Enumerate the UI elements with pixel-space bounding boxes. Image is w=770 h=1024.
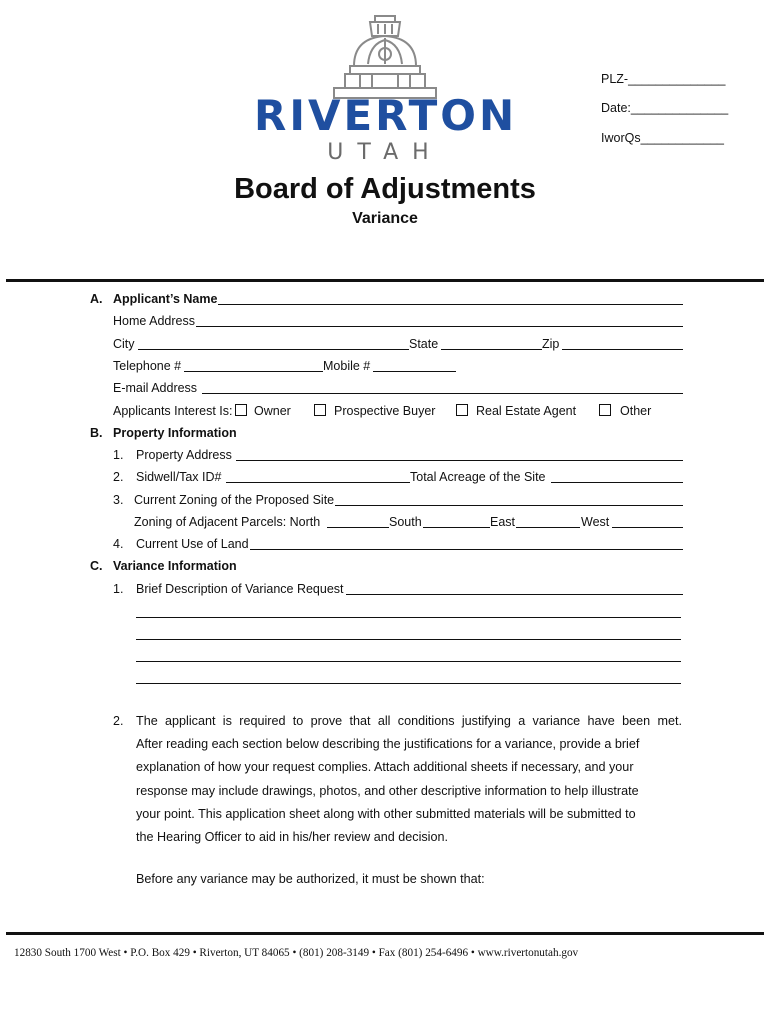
property-information-heading: Property Information	[113, 426, 237, 440]
applicant-name-label: Applicant’s Name	[113, 292, 218, 306]
page-subtitle: Variance	[352, 210, 418, 227]
adjacent-zoning-north-label: Zoning of Adjacent Parcels: North	[134, 515, 321, 529]
city-label: City	[113, 337, 135, 351]
section-c-letter: C.	[90, 559, 103, 573]
owner-checkbox[interactable]	[235, 404, 247, 416]
prospective-buyer-option-label: Prospective Buyer	[334, 404, 436, 418]
before-variance-text: Before any variance may be authorized, it must be shown that:	[136, 872, 485, 886]
page-title: Board of Adjustments	[234, 173, 536, 205]
paragraph-line: response may include drawings, photos, and other descriptive information to help illustrate	[136, 783, 639, 798]
paragraph-line: explanation of how your request complies. Attach additional sheets if necessary, and your	[136, 760, 634, 775]
variance-information-heading: Variance Information	[113, 559, 237, 573]
plz-field[interactable]: PLZ-______________	[601, 72, 726, 86]
prospective-buyer-checkbox[interactable]	[314, 404, 326, 416]
other-checkbox[interactable]	[599, 404, 611, 416]
other-option-label: Other	[620, 404, 652, 418]
real-estate-agent-checkbox[interactable]	[456, 404, 468, 416]
mobile-label: Mobile #	[323, 359, 371, 373]
c-item-1-number: 1.	[113, 582, 124, 596]
east-label: East	[490, 515, 516, 529]
property-address-field[interactable]	[236, 460, 683, 461]
c-item-2-number: 2.	[113, 714, 124, 728]
applicant-interest-label: Applicants Interest Is:	[113, 404, 233, 418]
acreage-field[interactable]	[551, 482, 683, 483]
acreage-label: Total Acreage of the Site	[410, 470, 546, 484]
east-field[interactable]	[516, 527, 580, 528]
paragraph-line: After reading each section below describing the justifications for a variance, provide a brief	[136, 737, 640, 752]
item-4-number: 4.	[113, 537, 124, 551]
paragraph-line: your point. This application sheet along with other submitted materials will be submitted to	[136, 806, 636, 821]
state-label: State	[409, 337, 439, 351]
brief-description-line-3[interactable]	[136, 639, 681, 640]
applicant-name-field[interactable]	[218, 304, 683, 305]
mobile-field[interactable]	[373, 371, 456, 372]
south-field[interactable]	[423, 527, 490, 528]
sidwell-field[interactable]	[226, 482, 410, 483]
item-3-number: 3.	[113, 493, 124, 507]
iworqs-field[interactable]: IworQs____________	[601, 131, 725, 145]
instructions-paragraph	[136, 710, 682, 849]
date-field[interactable]: Date:______________	[601, 101, 729, 115]
riverton-logo	[250, 14, 520, 164]
owner-option-label: Owner	[254, 404, 291, 418]
current-zoning-label: Current Zoning of the Proposed Site	[134, 493, 335, 507]
brief-description-line-1[interactable]	[346, 594, 683, 595]
paragraph-line: the Hearing Officer to aid in his/her review and decision.	[136, 830, 448, 845]
paragraph-line: The applicant is required to prove that all conditions justifying a variance have been met.	[136, 714, 682, 728]
header-divider	[6, 279, 764, 282]
home-address-field[interactable]	[196, 326, 683, 327]
email-field[interactable]	[202, 393, 683, 394]
logo-wordmark: RIVERTON	[254, 91, 518, 140]
west-field[interactable]	[612, 527, 683, 528]
zip-label: Zip	[542, 337, 560, 351]
logo-state: UTAH	[327, 140, 443, 165]
current-zoning-field[interactable]	[335, 505, 683, 506]
zip-field[interactable]	[562, 349, 683, 350]
north-field[interactable]	[327, 527, 389, 528]
brief-description-line-2[interactable]	[136, 617, 681, 618]
real-estate-agent-option-label: Real Estate Agent	[476, 404, 577, 418]
telephone-label: Telephone #	[113, 359, 182, 373]
south-label: South	[389, 515, 422, 529]
section-b-letter: B.	[90, 426, 103, 440]
sidwell-label: Sidwell/Tax ID#	[136, 470, 222, 484]
item-1-number: 1.	[113, 448, 124, 462]
section-a-letter: A.	[90, 292, 103, 306]
brief-description-line-5[interactable]	[136, 683, 681, 684]
state-field[interactable]	[441, 349, 542, 350]
property-address-label: Property Address	[136, 448, 232, 462]
current-use-field[interactable]	[250, 549, 683, 550]
home-address-label: Home Address	[113, 314, 195, 328]
telephone-field[interactable]	[184, 371, 323, 372]
current-use-label: Current Use of Land	[136, 537, 249, 551]
brief-description-line-4[interactable]	[136, 661, 681, 662]
footer-contact: 12830 South 1700 West • P.O. Box 429 • Riverton, UT 84065 • (801) 208-3149 • Fax (801) 254-6496 • www.rivertonutah.gov	[14, 947, 579, 959]
west-label: West	[581, 515, 610, 529]
city-field[interactable]	[138, 349, 409, 350]
email-label: E-mail Address	[113, 381, 198, 395]
footer-divider	[6, 932, 764, 935]
item-2-number: 2.	[113, 470, 124, 484]
brief-description-label: Brief Description of Variance Request	[136, 582, 344, 596]
